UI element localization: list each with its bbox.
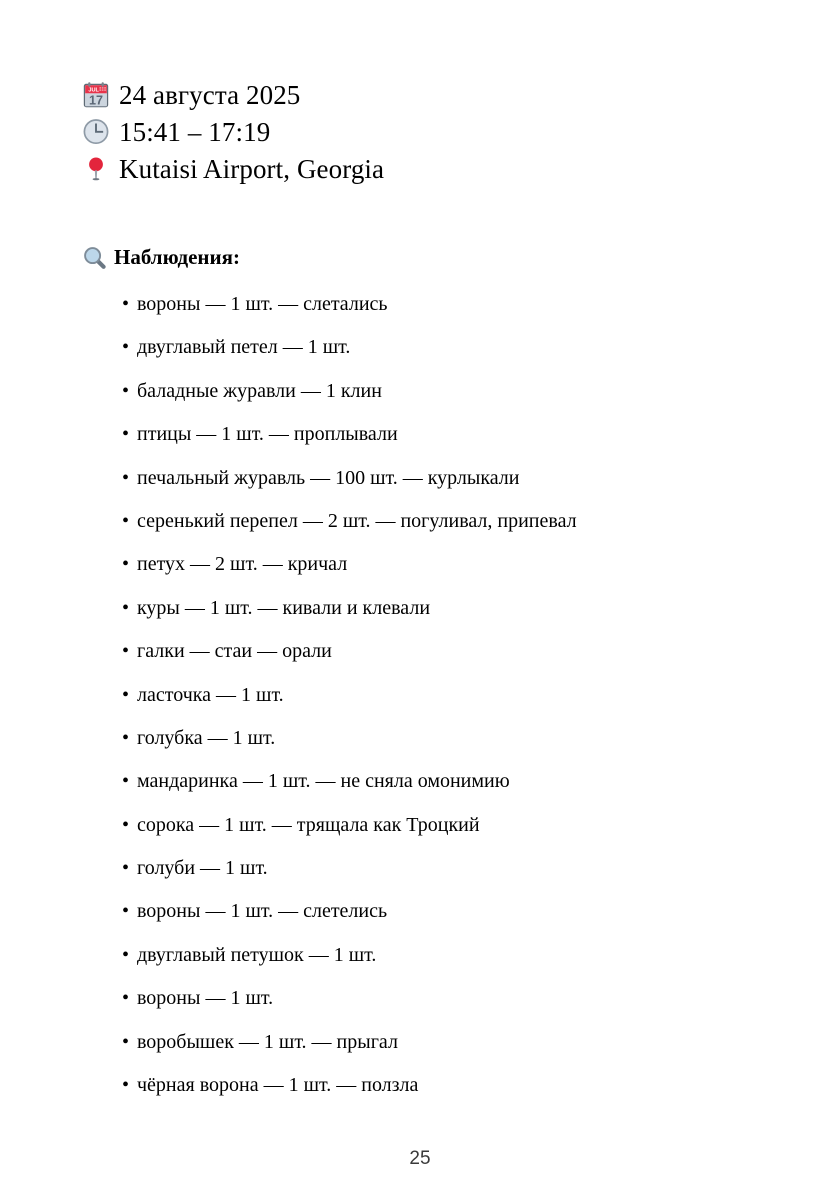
location-pin-icon: [82, 155, 110, 183]
list-item: [82, 379, 782, 422]
list-item: [82, 509, 782, 552]
list-item-text: воробышек — 1 шт. — прыгал: [137, 1030, 398, 1053]
list-item-text: галки — стаи — орали: [137, 640, 332, 663]
list-item-text: куры — 1 шт. — кивали и клевали: [137, 596, 431, 619]
list-bullet: •: [122, 1074, 130, 1097]
list-item: [82, 335, 782, 378]
list-item: [82, 596, 782, 639]
list-bullet: •: [122, 553, 130, 576]
list-bullet: •: [122, 466, 130, 489]
list-item: [82, 552, 782, 595]
page-number: 25: [409, 1148, 431, 1169]
list-item-text: мандаринка — 1 шт. — не сняла омонимию: [137, 770, 510, 793]
list-item: [82, 1030, 782, 1073]
list-bullet: •: [122, 379, 130, 402]
list-bullet: •: [122, 813, 130, 836]
list-item: [82, 466, 782, 509]
clock-icon: [82, 118, 110, 146]
calendar-icon: [82, 81, 110, 109]
list-item-text: двуглавый петушок — 1 шт.: [137, 943, 377, 966]
list-item: [82, 856, 782, 899]
list-bullet: •: [122, 726, 130, 749]
list-item-text: печальный журавль — 100 шт. — курлыкали: [137, 466, 520, 489]
list-item: [82, 639, 782, 682]
list-item-text: голубка — 1 шт.: [137, 726, 276, 749]
list-bullet: •: [122, 596, 130, 619]
list-item-text: голуби — 1 шт.: [137, 857, 268, 880]
list-item: [82, 943, 782, 986]
magnifying-glass-icon: [82, 245, 107, 270]
entry-time-range: 15:41 – 17:19: [119, 116, 271, 147]
list-bullet: •: [122, 423, 130, 446]
list-bullet: •: [122, 900, 130, 923]
list-item: [82, 1073, 782, 1116]
list-item-text: вороны — 1 шт.: [137, 987, 274, 1010]
list-item: [82, 292, 782, 335]
list-bullet: •: [122, 683, 130, 706]
observations-heading-label: Наблюдения:: [114, 245, 240, 269]
list-item-text: ласточка — 1 шт.: [137, 683, 284, 706]
list-item-text: птицы — 1 шт. — проплывали: [137, 423, 398, 446]
list-item: [82, 422, 782, 465]
svg-text:JUL: JUL: [88, 86, 99, 93]
list-bullet: •: [122, 987, 130, 1010]
svg-text:17: 17: [88, 93, 104, 108]
list-bullet: •: [122, 640, 130, 663]
observations-heading: [82, 245, 240, 270]
list-item-text: баладные журавли — 1 клин: [137, 379, 382, 402]
list-item-text: вороны — 1 шт. — слетелись: [137, 900, 388, 923]
list-bullet: •: [122, 1030, 130, 1053]
list-bullet: •: [122, 293, 130, 315]
list-item-text: петух — 2 шт. — кричал: [137, 553, 348, 576]
list-item-text: двуглавый петел — 1 шт.: [137, 336, 351, 359]
list-item: [82, 683, 782, 726]
list-bullet: •: [122, 336, 130, 359]
meta-line-date: [82, 76, 742, 113]
list-bullet: •: [122, 943, 130, 966]
list-item-text: сорока — 1 шт. — трящала как Троцкий: [137, 813, 480, 836]
list-bullet: •: [122, 770, 130, 793]
entry-meta-block: [82, 76, 742, 187]
meta-line-time: [82, 113, 742, 150]
list-item-text: вороны — 1 шт. — слетались: [137, 293, 388, 315]
list-item-text: серенький перепел — 2 шт. — погуливал, припевал: [137, 509, 577, 532]
list-item: [82, 899, 782, 942]
list-bullet: •: [122, 509, 130, 532]
observations-list: [82, 292, 782, 1116]
list-item: [82, 769, 782, 812]
list-bullet: •: [122, 857, 130, 880]
entry-location: Kutaisi Airport, Georgia: [119, 153, 385, 184]
list-item: [82, 986, 782, 1029]
list-item-text: чёрная ворона — 1 шт. — ползла: [137, 1074, 419, 1097]
list-item: [82, 726, 782, 769]
list-item: [82, 813, 782, 856]
entry-date: 24 августа 2025: [119, 79, 301, 110]
meta-line-location: [82, 150, 742, 187]
